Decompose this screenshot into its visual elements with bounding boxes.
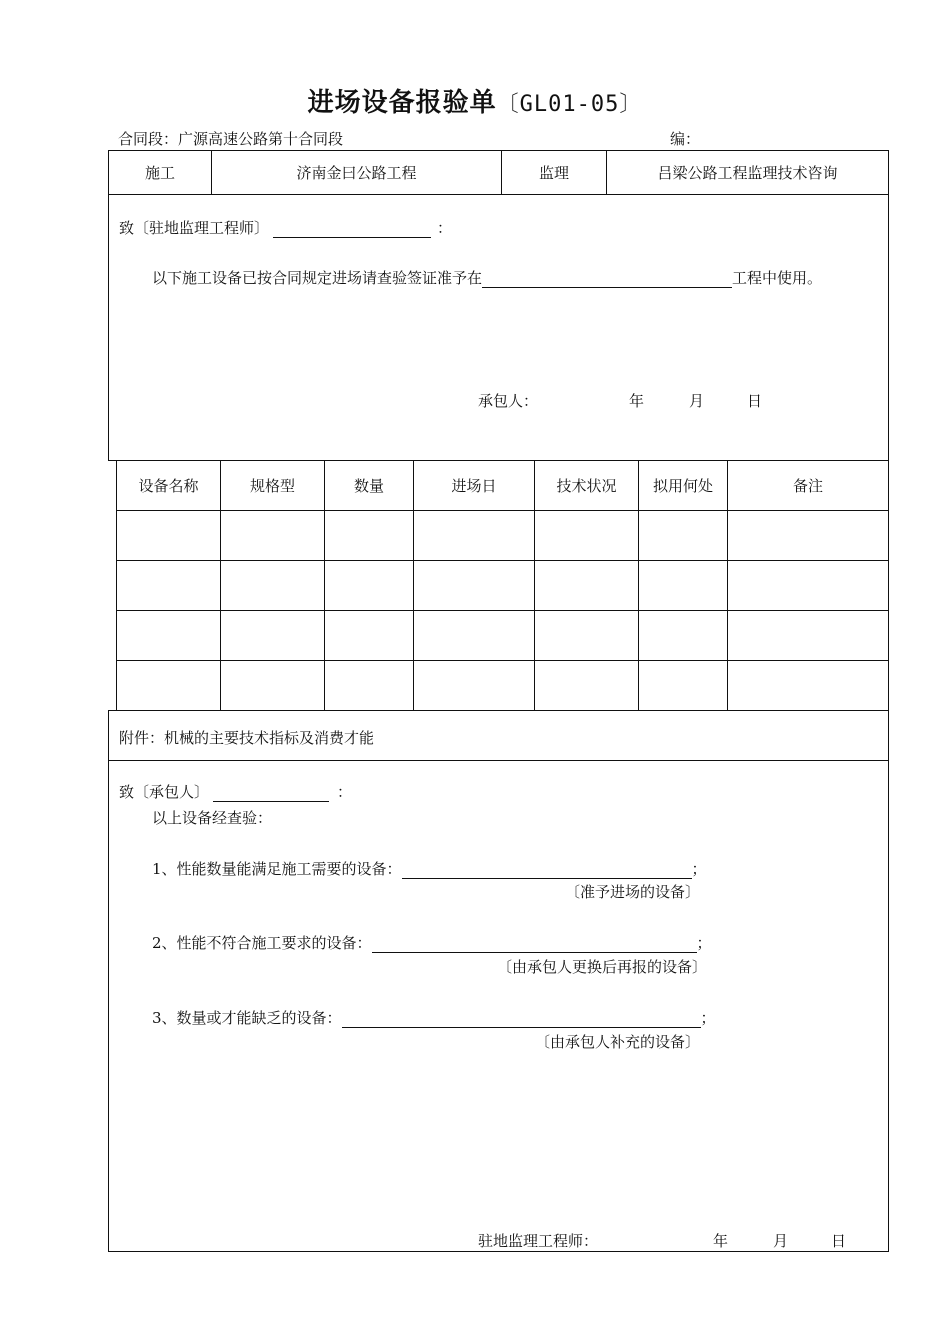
item1-note: 〔准予进场的设备〕 (565, 883, 701, 901)
item3-line (152, 1007, 716, 1028)
contractor-value: 济南金曰公路工程 (212, 151, 502, 195)
supervisor-label: 监理 (502, 151, 607, 195)
request-signer-label: 承包人： (478, 392, 539, 410)
table-cell[interactable] (535, 561, 639, 611)
item2-note: 〔由承包人更换后再报的设备〕 (497, 958, 708, 976)
header-tech-condition: 技术状况 (535, 461, 639, 511)
table-cell[interactable] (414, 661, 535, 711)
item3-blank[interactable] (342, 1013, 701, 1028)
header-spec-model: 规格型 (221, 461, 325, 511)
table-cell[interactable] (117, 561, 221, 611)
response-recipient (119, 781, 352, 802)
number-label: 编： (670, 130, 701, 148)
header-quantity: 数量 (325, 461, 414, 511)
table-cell[interactable] (535, 611, 639, 661)
table-cell[interactable] (639, 511, 728, 561)
table-cell[interactable] (117, 611, 221, 661)
request-section (108, 194, 889, 461)
form-code: 〔GL01-05〕 (496, 92, 643, 117)
header-intended-use: 拟用何处 (639, 461, 728, 511)
response-intro: 以上设备经查验： (152, 809, 273, 827)
request-month: 月 (689, 392, 705, 410)
table-row (117, 511, 889, 561)
response-signer-label: 驻地监理工程师： (478, 1232, 599, 1250)
header-equipment-name: 设备名称 (117, 461, 221, 511)
header-entry-date: 进场日 (414, 461, 535, 511)
response-colon: ： (337, 783, 353, 801)
item3-semicolon: ； (700, 1009, 716, 1027)
recipient-blank[interactable] (273, 223, 431, 238)
table-cell[interactable] (728, 561, 889, 611)
table-cell[interactable] (221, 661, 325, 711)
form-title: 进场设备报验单 (307, 88, 497, 118)
response-to-label: 致〔承包人〕 (119, 783, 210, 801)
request-day: 日 (747, 392, 763, 410)
request-to-label: 致〔驻地监理工程师〕 (119, 219, 270, 237)
table-cell[interactable] (325, 511, 414, 561)
project-blank[interactable] (482, 273, 732, 288)
page-title (0, 82, 950, 119)
equipment-table (116, 460, 889, 711)
table-cell[interactable] (414, 611, 535, 661)
item2-line (152, 932, 712, 953)
request-body (152, 267, 822, 288)
parties-table (108, 150, 889, 195)
table-cell[interactable] (414, 511, 535, 561)
header-remarks: 备注 (728, 461, 889, 511)
item1-line (152, 858, 707, 879)
item3-text: 3、数量或才能缺乏的设备： (152, 1009, 342, 1027)
table-cell[interactable] (325, 661, 414, 711)
item2-text: 2、性能不符合施工要求的设备： (152, 934, 372, 952)
item1-blank[interactable] (402, 864, 692, 879)
response-day: 日 (831, 1232, 847, 1250)
request-body-prefix: 以下施工设备已按合同规定进场请查验签证准予在 (152, 269, 483, 287)
table-row (117, 661, 889, 711)
table-cell[interactable] (221, 611, 325, 661)
table-row (117, 561, 889, 611)
attachment-row (108, 710, 889, 761)
request-body-suffix: 工程中使用。 (732, 269, 823, 287)
response-year: 年 (713, 1232, 729, 1250)
item1-semicolon: ； (691, 860, 707, 878)
item2-semicolon: ； (696, 934, 712, 952)
table-cell[interactable] (639, 611, 728, 661)
table-cell[interactable] (117, 661, 221, 711)
table-cell[interactable] (221, 511, 325, 561)
contractor-label: 施工 (109, 151, 212, 195)
request-year: 年 (629, 392, 645, 410)
table-cell[interactable] (535, 661, 639, 711)
contractor-blank[interactable] (213, 787, 329, 802)
table-cell[interactable] (639, 661, 728, 711)
table-cell[interactable] (221, 561, 325, 611)
table-cell[interactable] (728, 611, 889, 661)
table-cell[interactable] (325, 561, 414, 611)
table-cell[interactable] (535, 511, 639, 561)
table-cell[interactable] (414, 561, 535, 611)
equipment-header-row (117, 461, 889, 511)
table-row (117, 611, 889, 661)
table-cell[interactable] (117, 511, 221, 561)
table-cell[interactable] (639, 561, 728, 611)
table-cell[interactable] (325, 611, 414, 661)
table-cell[interactable] (728, 661, 889, 711)
request-recipient (119, 217, 452, 238)
item2-blank[interactable] (372, 938, 697, 953)
table-cell[interactable] (728, 511, 889, 561)
response-month: 月 (773, 1232, 789, 1250)
supervisor-value: 吕梁公路工程监理技术咨询 (607, 151, 889, 195)
item1-text: 1、性能数量能满足施工需要的设备： (152, 860, 402, 878)
response-section (108, 760, 889, 1252)
attachment-text: 附件：机械的主要技术指标及消费才能 (119, 729, 375, 747)
request-colon: ： (437, 219, 453, 237)
item3-note: 〔由承包人补充的设备〕 (535, 1033, 701, 1051)
contract-section: 合同段：广源高速公路第十合同段 (118, 130, 344, 148)
